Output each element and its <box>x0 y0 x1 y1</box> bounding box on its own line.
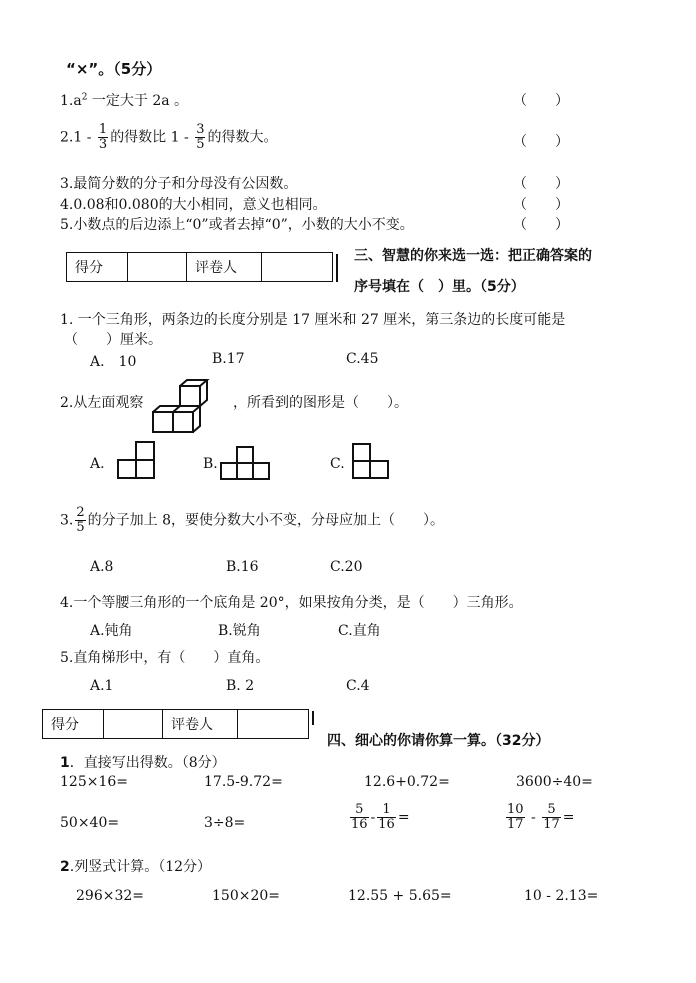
q4-option-a[interactable]: A.钝角 <box>90 623 133 639</box>
q1-option-c[interactable]: C.45 <box>346 351 379 367</box>
cube-stack-figure <box>150 378 212 436</box>
q5-option-b[interactable]: B. 2 <box>226 678 255 694</box>
q3-option-c[interactable]: C.20 <box>330 559 363 575</box>
calc-7: $\frac{5}{16}$ - $\frac{1}{16}$ = <box>351 802 410 832</box>
grader-label: 评卷人 <box>163 710 238 739</box>
shape-a-cell <box>135 459 155 479</box>
grader-cell[interactable] <box>262 253 333 282</box>
calc-6: 3÷8= <box>204 815 246 831</box>
answer-paren-4[interactable]: （ ） <box>513 197 569 213</box>
shape-a-cell <box>117 459 137 479</box>
divider <box>336 254 338 282</box>
calc-2: 17.5-9.72= <box>204 774 283 790</box>
calc-5: 50×40= <box>60 815 120 831</box>
q1-option-a[interactable]: A. 10 <box>90 354 137 370</box>
shape-b-cell <box>236 446 254 464</box>
score-box <box>66 252 333 282</box>
q1-line2: （ ）厘米。 <box>64 332 162 348</box>
answer-paren-3[interactable]: （ ） <box>513 176 569 192</box>
judge-item-4: 4.0.08和0.080的大小相同，意义也相同。 <box>60 197 327 213</box>
q5-option-a[interactable]: A.1 <box>90 678 114 694</box>
judge-item-3: 3.最简分数的分子和分母没有公因数。 <box>60 176 298 192</box>
shape-a-cell <box>135 441 155 461</box>
score-label: 得分 <box>43 710 104 739</box>
section3-title-2: 序号填在（ ）里。（5分） <box>354 279 525 295</box>
divider <box>312 711 314 725</box>
q2-pre: 2.从左面观察 <box>60 395 144 411</box>
score-label: 得分 <box>67 253 128 282</box>
grader-label: 评卷人 <box>187 253 262 282</box>
score-box <box>42 709 309 739</box>
judge-item-2: 2.1 - $\frac{1}{3}$ 的得数比 1 - $\frac{3}{5}$ 的得数大。 <box>60 122 278 152</box>
vertical-calc-3: 12.55 + 5.65= <box>348 888 452 904</box>
answer-paren-5[interactable]: （ ） <box>513 217 569 233</box>
q5-line: 5.直角梯形中，有（ ）直角。 <box>60 650 270 666</box>
part2-title: 2.列竖式计算。（12分） <box>60 859 212 875</box>
section3-title-1: 三、智慧的你来选一选：把正确答案的 <box>354 248 592 264</box>
calc-3: 12.6+0.72= <box>364 774 450 790</box>
score-cell[interactable] <box>128 253 187 282</box>
vertical-calc-1: 296×32= <box>76 888 144 904</box>
vertical-calc-4: 10 - 2.13= <box>524 888 599 904</box>
score-cell[interactable] <box>104 710 163 739</box>
q1-line1: 1. 一个三角形，两条边的长度分别是 17 厘米和 27 厘米，第三条边的长度可能是 <box>60 312 566 328</box>
calc-1: 125×16= <box>60 774 128 790</box>
shape-c-cell <box>369 460 389 479</box>
shape-b-cell <box>252 462 270 480</box>
q3-line: 3. $\frac{2}{5}$ 的分子加上 8，要使分数大小不变，分母应加上（ ）。 <box>60 505 444 535</box>
q2-option-b[interactable]: B. <box>203 456 218 472</box>
calc-8: $\frac{10}{17}$ - $\frac{5}{17}$ = <box>507 802 575 832</box>
q4-option-c[interactable]: C.直角 <box>338 623 381 639</box>
answer-paren-1[interactable]: （ ） <box>513 93 569 109</box>
part1-title: 1．直接写出得数。（8分） <box>60 755 226 771</box>
calc-4: 3600÷40= <box>516 774 593 790</box>
q2-option-a[interactable]: A. <box>90 456 105 472</box>
q3-option-b[interactable]: B.16 <box>226 559 259 575</box>
q2-post: ，所看到的图形是（ ）。 <box>233 395 408 411</box>
q5-option-c[interactable]: C.4 <box>346 678 370 694</box>
vertical-calc-2: 150×20= <box>212 888 280 904</box>
answer-paren-2[interactable]: （ ） <box>513 134 569 150</box>
q2-option-c[interactable]: C. <box>330 456 345 472</box>
judge-item-5: 5.小数点的后边添上“0”或者去掉“0”，小数的大小不变。 <box>60 217 414 233</box>
q3-option-a[interactable]: A.8 <box>90 559 114 575</box>
q1-option-b[interactable]: B.17 <box>212 351 245 367</box>
q4-option-b[interactable]: B.锐角 <box>218 623 261 639</box>
grader-cell[interactable] <box>238 710 309 739</box>
q4-line: 4.一个等腰三角形的一个底角是 20°，如果按角分类，是（ ）三角形。 <box>60 595 523 611</box>
judge-item-1: $1.a^2$ 一定大于 2a 。 <box>60 92 189 109</box>
judge-intro: “×”。（5分） <box>66 60 162 78</box>
section4-title: 四、细心的你请你算一算。（32分） <box>327 733 550 749</box>
